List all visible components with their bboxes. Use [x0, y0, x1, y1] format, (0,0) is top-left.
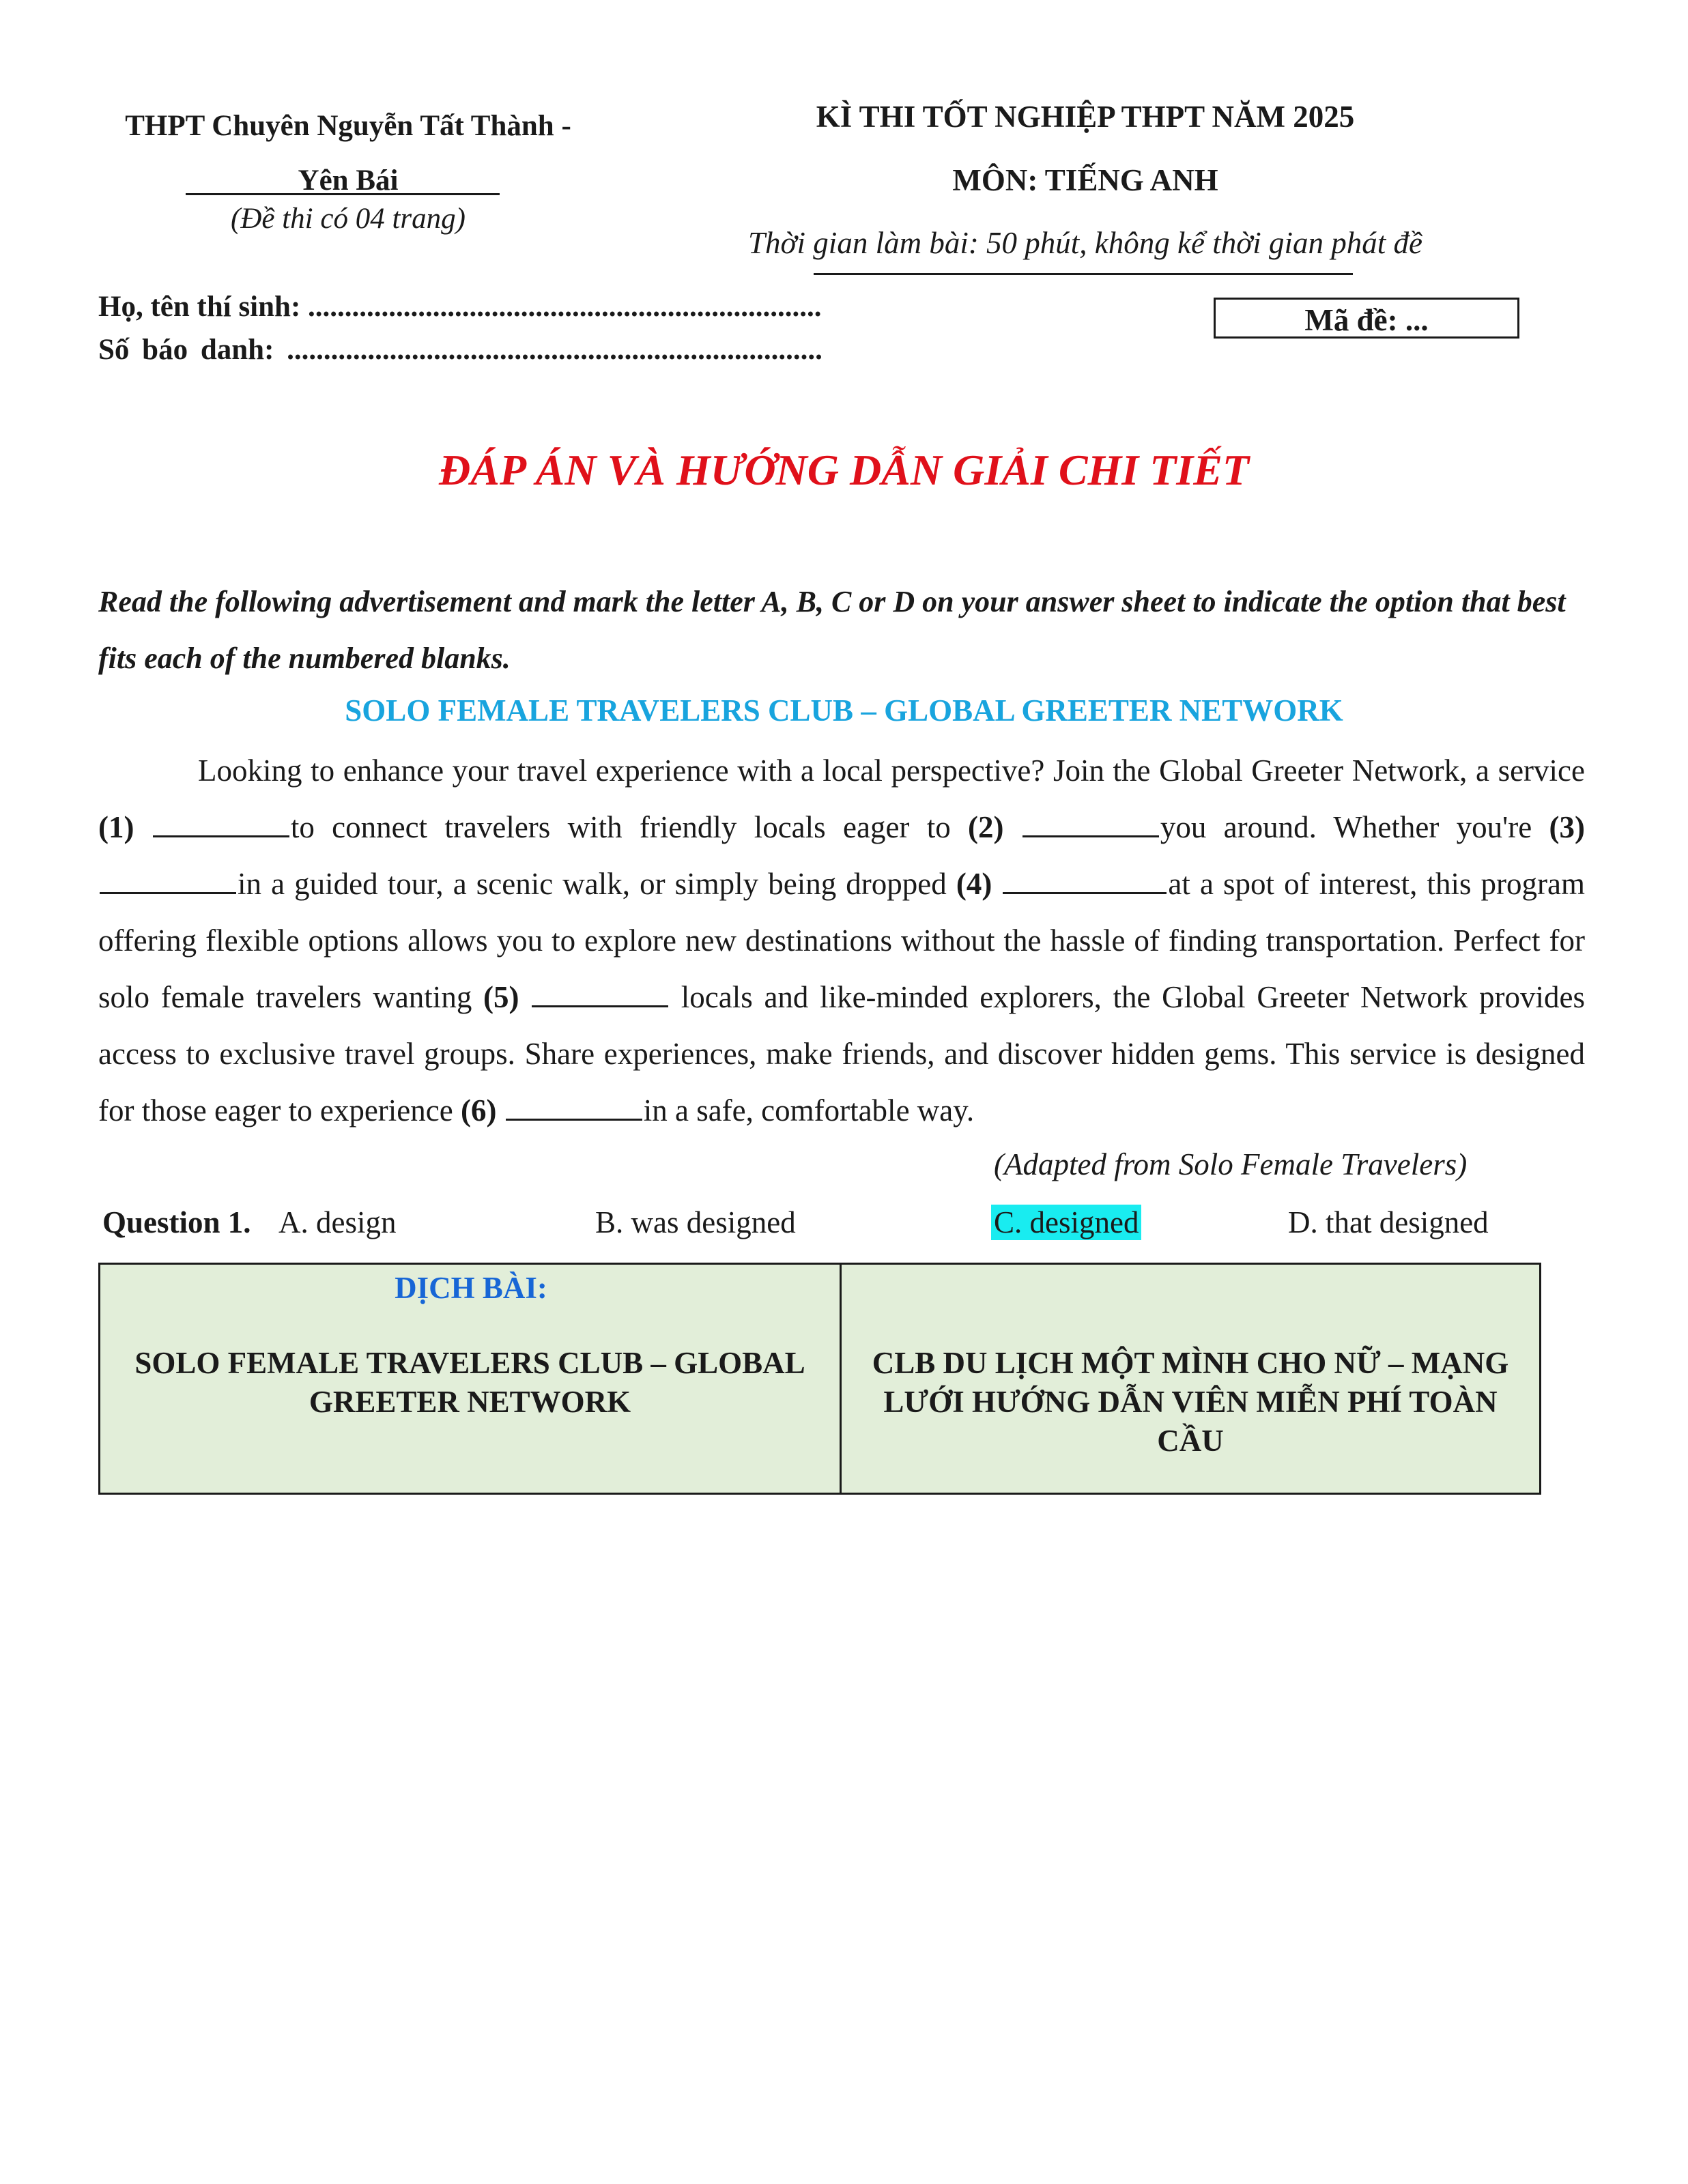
translation-label: DỊCH BÀI:	[395, 1271, 547, 1305]
question-1-option-b[interactable]: B. was designed	[595, 1205, 796, 1239]
school-name: THPT Chuyên Nguyễn Tất Thành - Yên Bái	[125, 110, 571, 197]
passage-body	[98, 743, 1585, 1139]
time-note: Thời gian làm bài: 50 phút, không kể thời gian phát đề	[748, 226, 1422, 260]
blank-number: (4)	[956, 867, 992, 901]
blank-line	[532, 982, 668, 1007]
blank-number: (2)	[968, 810, 1004, 844]
instruction: Read the following advertisement and mark the letter A, B, C or D on your answer sheet to indicate the option that best fits each of the numbered blanks.	[98, 585, 1566, 675]
translation-vietnamese-title: CLB DU LỊCH MỘT MÌNH CHO NỮ – MẠNG LƯỚI HƯỚNG DẪN VIÊN MIỄN PHÍ TOÀN CẦU	[872, 1346, 1509, 1458]
passage-source: (Adapted from Solo Female Travelers)	[994, 1147, 1468, 1181]
translation-cell-english	[100, 1265, 842, 1493]
passage-title: SOLO FEMALE TRAVELERS CLUB – GLOBAL GREETER NETWORK	[345, 693, 1343, 728]
time-divider	[814, 273, 1353, 275]
blank-number: (5)	[483, 980, 519, 1014]
blank-number: (1)	[98, 810, 134, 844]
passage-segment: in a guided tour, a scenic walk, or simply being dropped	[238, 867, 956, 901]
question-1-option-a[interactable]: A. design	[278, 1205, 397, 1239]
candidate-id-field: Số báo danh: .........................................................................	[98, 334, 822, 366]
pages-note: (Đề thi có 04 trang)	[231, 203, 466, 235]
translation-english-title: SOLO FEMALE TRAVELERS CLUB – GLOBAL GREETER NETWORK	[134, 1346, 805, 1419]
answer-title: ĐÁP ÁN VÀ HƯỚNG DẪN GIẢI CHI TIẾT	[439, 446, 1249, 494]
passage-segment: locals and like-minded explorers, the Global Greeter Network provides access to exclusive travel groups. Share experiences, make friends, and discover hidden gems. This service is designed for those eager to experience	[98, 980, 1585, 1127]
question-1-option-c-correct[interactable]: C. designed	[991, 1205, 1141, 1240]
passage-segment: in a safe, comfortable way.	[643, 1093, 975, 1127]
exam-title: KÌ THI TỐT NGHIỆP THPT NĂM 2025	[816, 100, 1355, 134]
candidate-name-field: Họ, tên thí sinh: ......................................................................	[98, 291, 822, 323]
blank-line	[1022, 812, 1159, 837]
question-1-label: Question 1.	[102, 1205, 251, 1239]
exam-code-box: Mã đề: ...	[1214, 298, 1519, 339]
school-divider	[186, 193, 500, 195]
blank-line	[100, 869, 236, 894]
passage-segment: to connect travelers with friendly locals eager to	[290, 810, 969, 844]
blank-line	[1003, 869, 1167, 894]
exam-subject: MÔN: TIẾNG ANH	[952, 163, 1218, 197]
translation-cell-vietnamese	[842, 1265, 1539, 1493]
passage-segment: Looking to enhance your travel experience with a local perspective? Join the Global Greeter Network, a service	[198, 753, 1585, 788]
translation-table	[98, 1263, 1541, 1495]
blank-number: (3)	[1549, 810, 1586, 844]
blank-line	[506, 1095, 642, 1121]
question-1-option-d[interactable]: D. that designed	[1288, 1205, 1489, 1239]
blank-number: (6)	[460, 1093, 497, 1127]
passage-segment: you around. Whether you're	[1160, 810, 1549, 844]
blank-line	[153, 812, 289, 837]
passage-segment: at a spot of interest, this program offering flexible options allows you to explore new destinations without the hassle of finding transportation. Perfect for solo female travelers wanting	[98, 867, 1585, 1014]
